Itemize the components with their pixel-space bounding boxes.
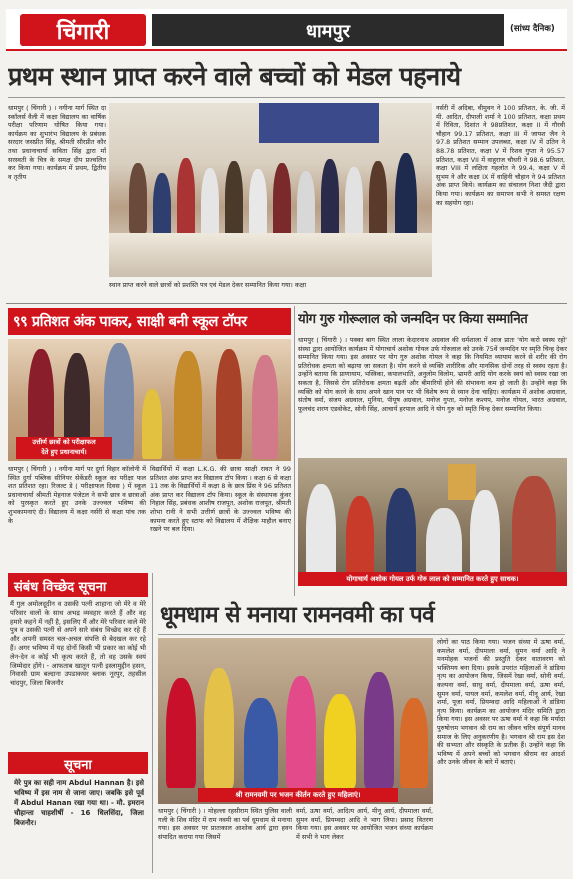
ramnavami-col1: धामपुर ( चिंगारी ) । मोहल्ला रहसीराम स्थित पुलिस वाली गली के शिव मंदिर में राम नवमी का पर्व धूमधाम से मनाया गया। इस अवसर पर प्रातःकाल आशोक आर्य द्वारा हवन संपादित कराया गया जिसमें bbox=[158, 807, 292, 841]
masthead-city: धामपुर bbox=[305, 21, 351, 42]
lead-col3: नर्सरी में अदिबा, वीमुवन ने 100 प्रतिशत, के. जी. में मी. आदित, दीपाली शर्मा ने 100 प्रतिशत, कक्षा प्रथम में रिविता, दिशांत ने 98प्रतिशत, कक्षा II में गौरवी चौहान 99.17 प्रतिशत, कक्षा III में जायश जैन ने 97.8 प्रतिशत सम्मान उपलब्धा, कक्षा IV में उतिन ने 88.78 प्रतिशत, कक्षा V में रिशव गुप्ता ने 95.57 प्रतिशत, कक्षा VII में वाहुराज चौधरी ने 98.6 प्रतिशत, कक्षा VIII में लक्षिता गहलोत ने 99.4, कक्षा V में सुभम ने और कक्षा IX में वाहिनी चौहान ने 94 प्रतिशत अंक प्राप्त किये। कार्यक्रम का संचालन निशा जैदी द्वारा किया गया। कार्यक्रम का समापन सभी ने समस्त रक्षण का सहयोग रहा। bbox=[436, 104, 565, 207]
ramnavami-col3: लोगों का पाठ किया गया। भजन संध्या में ऊषा वर्मा, कमलेश वर्मा, दीपमाला वर्मा, सुमन वर्मा आदि ने मनमोहक भजनों की प्रस्तुति देकर वातावरण को भक्तिमय बना दिया। इसके उपरांत महिलाओं ने डांडिया नृत्य का आयोजन किया, जिसमें रेखा वर्मा, सोनी वर्मा, कल्पना वर्मा, साधु वर्मा, दीपमाला वर्मा, ऊषा वर्मा, सुमन वर्मा, पायल वर्मा, कमलेश वर्मा, मीनू आर्य, रेखा शर्मा, पूजा वर्मा, प्रियम्वदा आदि महिलाओं ने डांडिया नृत्य किया। कार्यक्रम का आयोजन मंदिर समिति द्वारा किया गया। इस अवसर पर ऊषा वर्मा ने कहा कि मर्यादा पुरुषोत्तम भगवान श्री राम का जीवन चरित्र संपूर्ण मानव समाज के लिए अनुकरणीय है। भगवान श्री राम इस देश की सभ्यता और संस्कृति के प्रतीक हैं। उन्होंने कहा कि भविष्य में अपने बच्चों को भगवान श्रीराम का आदर्श और उनके जीवन के बारे में बताएं। bbox=[437, 638, 565, 767]
yoga-photo-caption: योगाचार्य अशोक गोयल उर्फ गोरु लाल को सम्मानित करते हुए साधक। bbox=[346, 575, 519, 583]
section-rule-1 bbox=[6, 303, 567, 304]
lead-photo-caption: स्थान प्राप्त करने वाले छात्रों को प्रशस्ति पत्र एवं मेडल देकर सम्मानित किया गया। कक्षा bbox=[109, 281, 306, 289]
ramnavami-caption-box bbox=[198, 788, 398, 802]
ramnavami-headline: धूमधाम से मनाया रामनवमी का पर्व bbox=[160, 602, 434, 628]
notice2-body: मेरे पुत्र का सही नाम Abdul Hannan है। इसे भविष्य में इस नाम से जाना जाए। जबकि इसे पूर्व में Abdul Hanan रखा गया था। - मौ. इमरान चौहान्ता चाहशीर्षी - 16 धिलसिंदा, जिला बिजनौर। bbox=[14, 779, 144, 827]
topper-photo-caption-line2: देते हुए प्रधानाचार्य। bbox=[41, 448, 87, 456]
lead-headline: प्रथम स्थान प्राप्त करने वाले बच्चों को मेडल पहनाये bbox=[8, 62, 461, 92]
lead-photo bbox=[109, 103, 432, 277]
ramnavami-photo-caption: श्री रामनवमी पर भजन कीर्तन करते हुए महिलाएं। bbox=[235, 791, 361, 799]
banner bbox=[259, 103, 379, 143]
masthead-dark-band bbox=[152, 14, 504, 46]
masthead-logo-text: चिंगारी bbox=[56, 19, 110, 45]
yoga-photo bbox=[298, 458, 567, 586]
topper-headline: ९९ प्रतिशत अंक पाकर, साक्षी बनी स्कूल टॉपर bbox=[13, 314, 247, 330]
ramnavami-col2: वर्मा, ऊषा वर्मा, आदित्य आर्य, मीनू आर्य, दीपमाला वर्मा, सुमन वर्मा, प्रियम्वदा आदि ने भाग लिया। प्रसाद वितरण किया गया। इस अवसर पर आयोजित भजन संध्या कार्यक्रम में सभी ने भाग लेकर bbox=[296, 807, 433, 841]
yoga-caption-box bbox=[298, 572, 567, 586]
notice1-title-box bbox=[8, 573, 148, 597]
notice2-title-box bbox=[8, 752, 148, 774]
ramnavami-rule bbox=[158, 634, 565, 635]
notice1-title: संबंध विच्छेद सूचना bbox=[14, 580, 107, 595]
column-divider bbox=[294, 306, 295, 596]
masthead-edition: (सांध्य दैनिक) bbox=[510, 24, 555, 34]
topper-col1: धामपुर ( चिंगारी ) । नगीना मार्ग पर दुर्गा विहार कॉलोनी में स्थित दुर्गा पब्लिक सीनियर सेकेंडरी स्कूल का परीक्षा फल शत प्रतिशत रहा। रिजल्ट डे ( परीक्षाफल दिवस ) में स्कूल प्रधानाचार्या श्रीमती मेहनाज पंजेटल ने सभी छात्र व छात्राओं को पुरस्कृत करते हुए उनके उज्ज्वल भविष्य की शुभकामनाएं दी। विद्यालय में कक्षा नर्सरी से कक्षा पांच तक के bbox=[8, 465, 146, 525]
notice-divider bbox=[152, 573, 153, 873]
topper-photo-caption-line1: उत्तीर्ण छात्रों को परीक्षाफल bbox=[32, 438, 96, 446]
lead-col1: धामपुर ( चिंगारी ) । नगीना मार्ग स्थित दा स्कॉलर्स वैली में कक्षा विद्यालय का वार्षिक परीक्षा परिणाम घोषित किया गया। कार्यक्रम का शुभारंभ विद्यालय के प्रबंधक सरदार जसप्रीत सिंह, श्रीमती सौरप्रीत कौर तथा प्रधानाचार्या सविता सिंह द्वारा माँ सरस्वती के चित्र के समक्ष दीप प्रज्वलित कर किया गया। कार्यक्रम में प्रथम, द्वितीय व तृतीय bbox=[8, 104, 106, 181]
yoga-body: धामपुर ( चिंगारी ) । पक्का बाग स्थित लाला केदारनाथ अग्रवाल की धर्मशाला में आज प्रातः 'योग करो स्वस्थ रहो' संस्था द्वारा आयोजित कार्यक्रम में योगाचार्य अशोक गोयल उर्फ गोरुलाल को उनके 75वें जन्मदिन पर स्मृति चिन्ह देकर सम्मानित किया गया। इस अवसर पर योग गुरु अशोक गोयल ने कहा कि नियमित व्यायाम करने से शरीर की रोग प्रतिरोधक क्षमता को बढ़ाया जा सकता है। योग करने से व्यक्ति शारीरिक और मानसिक दोनों तरह से स्वस्थ रहता है। उन्होंने बताया कि प्राणायाम, भस्त्रिका, कपालभाति, अनुलोम विलोम, भ्रामरी आदि योग करके स्वयं को स्वस्थ रखा जा सकता है, जिससे रोग प्रतिरोधक क्षमता बढ़ती और बीमारियों होने की संभावना कम हो जाती है। उन्होंने कहा कि व्यक्ति को योग करने के साथ अपने खान पान पर भी विशेष रूप से ध्यान देना चाहिए। कार्यक्रम में अशोक अग्रवाल, संतोष वर्मा, संजय अग्रवाल, मुनिया, पीयूष अग्रवाल, मनोज गुप्ता, मनोज कश्यप, मनोज गोयल, भारत अग्रवाल, फूलचंद शरण एडवोकेट, सोनी सिंह, आचार्य हरपाल आदि ने योग गुरु को स्मृति चिन्ह देकर सम्मानित किया। bbox=[298, 336, 567, 413]
topper-photo bbox=[8, 339, 291, 461]
masthead-logo bbox=[20, 14, 146, 46]
lead-headline-rule bbox=[8, 97, 565, 98]
yoga-headline: योग गुरु गोरूलाल को जन्मदिन पर किया सम्मानित bbox=[298, 312, 528, 327]
topper-col2: विद्यार्थियों में कक्षा L.K.G. की छात्रा साक्षी रावत ने 99 प्रतिशत अंक प्राप्त कर विद्यालय टॉप किया । कक्षा 6 से कक्षा 11 तक के विद्यार्थियों में कक्षा 8 के छात्र प्रिंस ने 96 प्रतिशत अंक प्राप्त कर विद्यालय टॉप किया। स्कूल के संस्थापक कुंवर निहाल सिंह, प्रबंधक आशीष राजपूत, अशोक राजपूत, श्रीमती शोभा रानी ने सभी उत्तीर्ण छात्रों के उज्ज्वल भविष्य की कामना करते हुए स्टाफ को विद्यालय में शैक्षिक माहौल बनाए रखने पर बल दिया। bbox=[150, 465, 291, 534]
masthead bbox=[6, 9, 567, 51]
notice1-body: मैं गुल अमोलदूदीन व उसकी पत्नी शाहाना जो मेरे व मेरे परिवार वालों के साथ अभद्र व्यवहार करते हैं और वह हमारे कहने में नहीं है, इसलिए मैं और मेरे परिवार वाले मेरे पुत्र व उसकी पत्नी से अपने सारे संबंध विच्छेद कर रहे हैं और अपनी समस्त चल-अचल संपत्ति से बेदखल कर रहे हैं। अगर भविष्य में यह दोनों किसी भी प्रकार का कोई भी लेन-देन व कोई भी कृत्य करते हैं, तो वह उसके स्वयं जिम्मेदार होंगे। - आफताब खातून पत्नी इस्लामुद्दीन हसन, निवासी ग्राम बल्दाना उपडाकघर ब्लाक नूरपुर, तहसील चांदपुर, जिला बिजनौर bbox=[10, 600, 146, 688]
topper-photo-caption-box bbox=[16, 437, 112, 459]
topper-headline-box bbox=[8, 308, 291, 335]
notice2-title: सूचना bbox=[64, 758, 92, 773]
ramnavami-photo bbox=[158, 638, 433, 804]
